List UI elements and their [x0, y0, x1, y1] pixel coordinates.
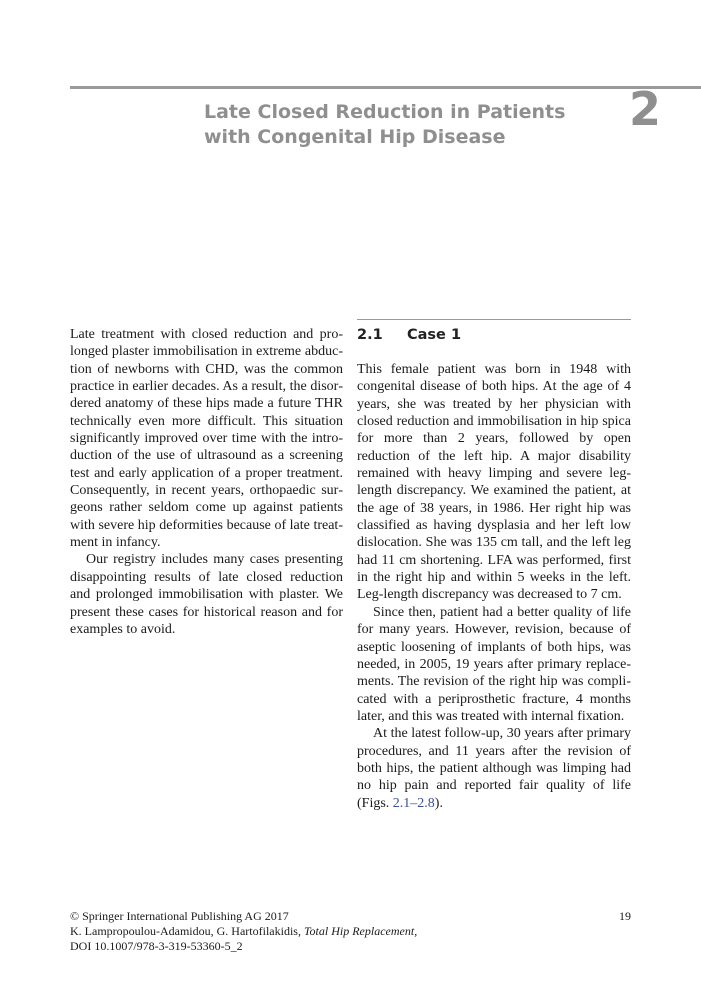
intro-column: [70, 326, 343, 638]
section-title: Case 1: [407, 327, 462, 343]
section-paragraph-1: This female patient was born in 1948 with congenital disease of both hips. At the age of 4 years, she was treated by her physician with closed reduction and immobilisation in hip spica for more than 2 years, followed by open reduction of the left hip. A major disability remained with heavy limping and severe leg-length discrepancy. We examined the patient, at the age of 38 years, in 1986. Her right hip was classified as having dysplasia and her left low dislocation. She was 135 cm tall, and the left leg had 11 cm shortening. LFA was performed, first in the right hip and within 5 weeks in the left. Leg-length discrepancy was decreased to 7 cm.: [357, 362, 631, 603]
copyright-line: © Springer International Publishing AG 2017: [70, 909, 289, 923]
page-number: 19: [619, 909, 631, 923]
section-rule: [357, 319, 631, 320]
figure-reference-link[interactable]: 2.1–2.8: [392, 795, 435, 811]
chapter-title: [204, 100, 604, 150]
section-paragraph-2: Since then, patient had a better quality of life for many years. However, revision, because of aseptic loosening of implants of both hips, was needed, in 2005, 19 years after primary replacements. The revision of the right hip was complicated with a periprosthetic fracture, 4 months later, and this was treated with internal fixation.: [357, 604, 631, 724]
section-column: [357, 361, 631, 812]
citation-book-title: Total Hip Replacement: [303, 924, 415, 938]
section-paragraph-3-end: ).: [434, 795, 443, 811]
chapter-number: 2: [628, 82, 661, 136]
doi-line: DOI 10.1007/978-3-319-53360-5_2: [70, 939, 243, 953]
chapter-title-line-2: with Congenital Hip Disease: [204, 126, 506, 148]
citation-suffix: ,: [414, 924, 418, 938]
citation-line: [70, 924, 631, 939]
section-heading: [357, 326, 461, 344]
chapter-title-line-1: Late Closed Reduction in Patients: [204, 101, 566, 123]
citation-authors: K. Lampropoulou-Adamidou, G. Hartofilakidis,: [70, 924, 304, 938]
intro-paragraph-1: Late treatment with closed reduction and prolonged plaster immobilisation in extreme abduction of newborns with CHD, was the common practice in earlier decades. As a result, the disordered anatomy of these hips made a future THR technically even more difficult. This situation significantly improved over time with the introduction of the use of ultrasound as a screening test and early application of a proper treatment. Consequently, in recent years, orthopaedic surgeons rather seldom come up against patients with severe hip deformities because of late treatment in infancy.: [70, 327, 343, 551]
section-number: 2.1: [357, 327, 383, 343]
section-paragraph-3-text: At the latest follow-up, 30 years after primary procedures, and 11 years after the revision of both hips, the patient although was limping had no hip pain and reported fair quality of life (Figs.: [357, 726, 631, 811]
section-paragraph-3: [357, 725, 631, 812]
intro-paragraph-2: Our registry includes many cases presenting disappointing results of late closed reduction and prolonged immobilisation with plaster. We present these cases for historical reason and for examples to avoid.: [70, 552, 343, 637]
top-rule: [70, 86, 701, 89]
footer: [70, 909, 631, 954]
